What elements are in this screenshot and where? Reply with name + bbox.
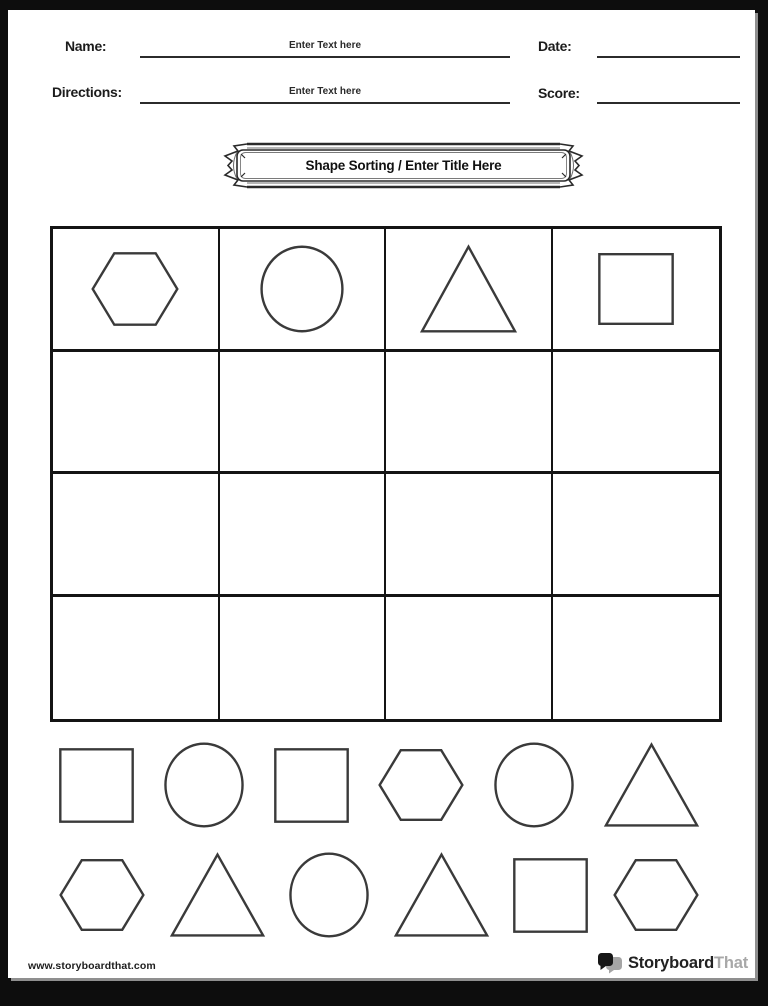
score-label: Score:	[538, 85, 580, 101]
sorting-grid	[50, 226, 722, 722]
hexagon-outline	[61, 860, 144, 930]
grid-cell-r3-c3[interactable]	[386, 474, 553, 597]
title-box[interactable]	[217, 139, 590, 192]
grid-cell-r1-c4[interactable]	[553, 229, 720, 352]
grid-cell-r4-c3[interactable]	[386, 597, 553, 720]
worksheet-page	[8, 10, 755, 978]
grid-cell-r1-c3[interactable]	[386, 229, 553, 352]
square-shape[interactable]	[58, 747, 135, 824]
tray-1-slot-2[interactable]	[163, 742, 245, 828]
tray-1-slot-5[interactable]	[493, 742, 575, 828]
square-outline	[60, 749, 132, 821]
tray-2-slot-3[interactable]	[288, 852, 370, 938]
grid-cell-r4-c4[interactable]	[553, 597, 720, 720]
triangle-shape[interactable]	[603, 742, 700, 828]
name-input-line[interactable]	[140, 56, 510, 58]
circle-shape[interactable]	[163, 742, 245, 828]
tray-1-slot-3[interactable]	[273, 747, 350, 824]
triangle-outline	[396, 855, 487, 936]
grid-cell-r3-c1[interactable]	[53, 474, 220, 597]
grid-cell-r3-c2[interactable]	[220, 474, 387, 597]
directions-label: Directions:	[52, 84, 122, 100]
tray-row-1	[58, 743, 700, 827]
circle-outline	[165, 744, 242, 827]
circle-outline	[261, 247, 342, 331]
hexagon-outline	[93, 253, 178, 324]
grid-cell-r3-c4[interactable]	[553, 474, 720, 597]
date-label: Date:	[538, 38, 572, 54]
hexagon-outline	[615, 860, 698, 930]
hexagon-shape[interactable]	[377, 748, 465, 822]
score-input-line[interactable]	[597, 102, 740, 104]
circle-shape[interactable]	[259, 245, 345, 333]
directions-input-line[interactable]	[140, 102, 510, 104]
square-outline	[515, 859, 587, 931]
tray-2-slot-6[interactable]	[612, 858, 700, 932]
hexagon-shape[interactable]	[58, 858, 146, 932]
storyboardthat-logo	[597, 952, 748, 975]
brand-text-storyboard: Storyboard	[627, 954, 714, 972]
triangle-outline	[606, 745, 697, 826]
grid-cell-r2-c2[interactable]	[220, 352, 387, 475]
site-url: www.storyboardthat.com	[28, 960, 156, 972]
date-input-line[interactable]	[597, 56, 740, 58]
grid-cell-r4-c1[interactable]	[53, 597, 220, 720]
square-outline	[275, 749, 347, 821]
grid-cell-r4-c2[interactable]	[220, 597, 387, 720]
tray-2-slot-2[interactable]	[169, 852, 266, 938]
triangle-outline	[422, 246, 515, 331]
brand-text-that: That	[713, 954, 748, 972]
square-shape[interactable]	[597, 252, 675, 326]
triangle-shape[interactable]	[419, 244, 518, 334]
circle-shape[interactable]	[288, 852, 370, 938]
tray-1-slot-1[interactable]	[58, 747, 135, 824]
name-input-value[interactable]: Enter Text here	[288, 40, 362, 51]
tray-1-slot-6[interactable]	[603, 742, 700, 828]
grid-cell-r2-c1[interactable]	[53, 352, 220, 475]
tray-2-slot-1[interactable]	[58, 858, 146, 932]
hexagon-outline	[380, 750, 463, 820]
worksheet-title[interactable]: Shape Sorting / Enter Title Here	[305, 158, 502, 173]
grid-cell-r2-c3[interactable]	[386, 352, 553, 475]
tray-row-2	[58, 853, 700, 937]
grid-cell-r1-c1[interactable]	[53, 229, 220, 352]
tray-2-slot-5[interactable]	[512, 857, 589, 934]
name-label: Name:	[65, 38, 107, 54]
grid-cell-r1-c2[interactable]	[220, 229, 387, 352]
grid-cell-r2-c4[interactable]	[553, 352, 720, 475]
triangle-shape[interactable]	[393, 852, 490, 938]
speech-bubbles-icon	[597, 952, 624, 975]
circle-outline	[496, 744, 573, 827]
circle-shape[interactable]	[493, 742, 575, 828]
hexagon-shape[interactable]	[612, 858, 700, 932]
brand-text	[628, 954, 748, 973]
circle-outline	[291, 854, 368, 937]
square-outline	[599, 254, 672, 324]
tray-1-slot-4[interactable]	[377, 748, 465, 822]
hexagon-shape[interactable]	[90, 251, 180, 327]
square-shape[interactable]	[273, 747, 350, 824]
square-shape[interactable]	[512, 857, 589, 934]
directions-input-value[interactable]: Enter Text here	[288, 86, 362, 97]
triangle-outline	[172, 855, 263, 936]
triangle-shape[interactable]	[169, 852, 266, 938]
tray-2-slot-4[interactable]	[393, 852, 490, 938]
